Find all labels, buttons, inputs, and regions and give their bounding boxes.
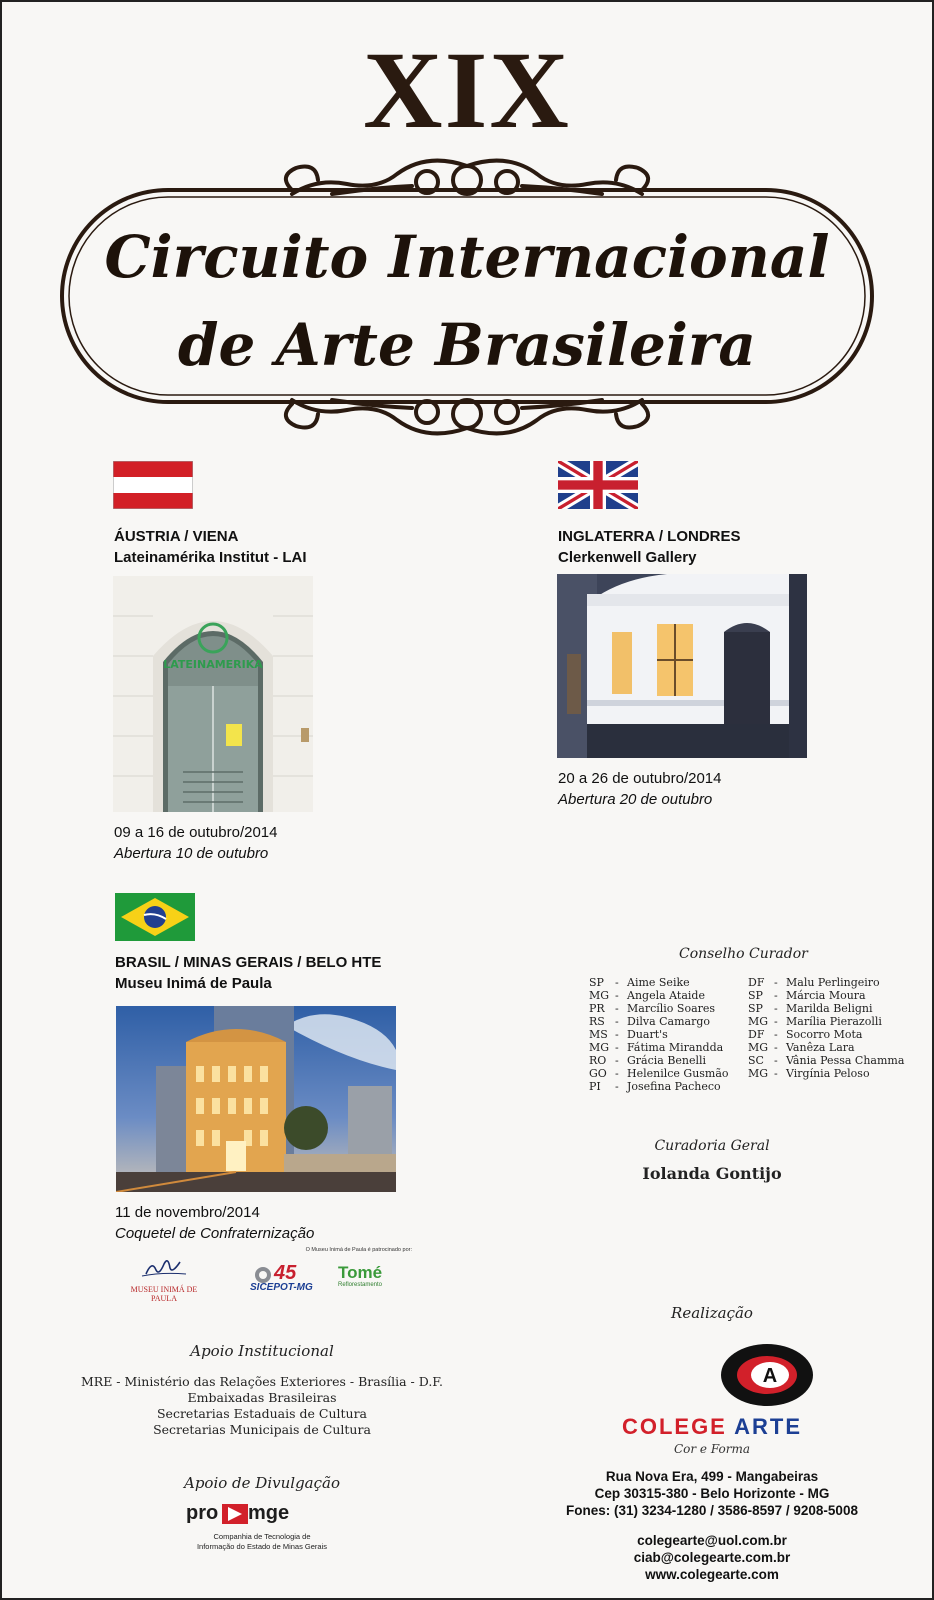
contact-address xyxy=(512,1468,912,1519)
austria-location xyxy=(114,526,307,568)
sponsor-note: O Museu Inimá de Paula é patrocinado por: xyxy=(305,1247,412,1253)
austria-opening: Abertura 10 de outubro xyxy=(114,845,269,862)
uk-opening: Abertura 20 de outubro xyxy=(558,791,713,808)
prodemge-left: pro xyxy=(186,1502,219,1524)
bottom-scroll-ornament xyxy=(286,400,648,433)
edition-title: XIX xyxy=(363,29,571,151)
council-member: DF - Malu Perlingeiro xyxy=(748,976,880,989)
council-member: RS - Dilva Camargo xyxy=(589,1015,711,1028)
council-member: PI - Josefina Pacheco xyxy=(589,1080,721,1093)
prodemge-logo xyxy=(186,1502,296,1526)
prodemge-line: Informação do Estado de Minas Gerais xyxy=(196,1542,328,1551)
council-member: SC - Vânia Pessa Chamma xyxy=(748,1054,905,1067)
sicepot-name: SICEPOT-MG xyxy=(250,1282,313,1293)
contact-web xyxy=(512,1532,912,1583)
brazil-venue: Museu Inimá de Paula xyxy=(115,975,272,992)
email-2: ciab@colegearte.com.br xyxy=(633,1550,791,1565)
tome-sub: Reflorestamento xyxy=(338,1282,383,1288)
council-member: MG - Angela Ataide xyxy=(589,989,705,1002)
prodemge-line: Companhia de Tecnologia de xyxy=(213,1532,311,1541)
colege-arte-wordmark xyxy=(562,1414,862,1440)
uk-flag-icon xyxy=(558,461,638,509)
austria-dates-block xyxy=(114,822,277,864)
brazil-venue-photo xyxy=(116,1006,396,1192)
brazil-dates-block xyxy=(115,1202,314,1244)
council-member: MS - Duart's xyxy=(589,1028,668,1041)
apoio-line: Secretarias Municipais de Cultura xyxy=(153,1422,371,1437)
austria-venue-photo xyxy=(113,576,313,812)
council-member: SP - Aime Seike xyxy=(589,976,690,989)
brazil-country: BRASIL / MINAS GERAIS / BELO HTE xyxy=(115,954,382,971)
uk-country: INGLATERRA / LONDRES xyxy=(558,528,741,545)
council-member: SP - Marilda Beligni xyxy=(748,1002,873,1015)
title-banner-frame xyxy=(2,152,932,442)
address-line-1: Rua Nova Era, 499 - Mangabeiras xyxy=(605,1469,819,1484)
council-member: MG - Marília Pierazolli xyxy=(748,1015,882,1028)
council-member: GO - Helenilce Gusmão xyxy=(589,1067,729,1080)
sicepot-number: 45 xyxy=(274,1262,297,1284)
colege-arte-emblem-icon xyxy=(720,1343,814,1407)
museu-inima-logo xyxy=(122,1258,206,1303)
council-member: MG - Fátima Mirandda xyxy=(589,1041,724,1054)
council-member: SP - Márcia Moura xyxy=(748,989,866,1002)
email-1: colegearte@uol.com.br xyxy=(637,1533,787,1548)
phone-line: Fones: (31) 3234-1280 / 3586-8597 / 9208-5008 xyxy=(566,1503,858,1518)
emblem-letter: A xyxy=(762,1365,778,1387)
brazil-flag-icon xyxy=(115,893,195,941)
apoio-heading: Apoio Institucional xyxy=(190,1342,334,1360)
website: www.colegearte.com xyxy=(645,1567,779,1582)
curadoria-name: Iolanda Gontijo xyxy=(642,1164,782,1183)
council-left-list xyxy=(589,976,729,1093)
apoio-line: MRE - Ministério das Relações Exteriores - Brasília - D.F. xyxy=(80,1374,444,1389)
brand-tagline: Cor e Forma xyxy=(673,1442,751,1456)
council-member: MG - Vanêza Lara xyxy=(748,1041,855,1054)
museu-logo-text: MUSEU INIMÁ DE PAULA xyxy=(130,1285,198,1303)
austria-country: ÁUSTRIA / VIENA xyxy=(114,528,239,545)
apoio-line: Secretarias Estaduais de Cultura xyxy=(156,1406,368,1421)
museu-signature-icon xyxy=(122,1258,206,1280)
apoio-line: Embaixadas Brasileiras xyxy=(187,1390,337,1405)
tome-name: Tomé xyxy=(338,1263,383,1282)
tome-logo xyxy=(338,1264,398,1296)
austria-photo-sign: LATEINAMERIKA xyxy=(163,658,263,671)
council-member: DF - Socorro Mota xyxy=(748,1028,863,1041)
uk-venue-photo xyxy=(557,574,807,758)
brand-arte: ARTE xyxy=(734,1414,803,1439)
prodemge-arrow-icon xyxy=(222,1504,248,1524)
council-member: RO - Grácia Benelli xyxy=(589,1054,707,1067)
uk-dates: 20 a 26 de outubro/2014 xyxy=(558,770,722,787)
council-right-list xyxy=(748,976,904,1080)
brand-colege: COLEGE xyxy=(621,1414,727,1439)
title-line-2: de Arte Brasileira xyxy=(177,311,757,379)
austria-dates: 09 a 16 de outubro/2014 xyxy=(114,824,278,841)
brazil-opening: Coquetel de Confraternização xyxy=(115,1225,315,1242)
uk-location xyxy=(558,526,741,568)
council-heading: Conselho Curador xyxy=(679,946,808,962)
council-member: MG - Virgínia Peloso xyxy=(748,1067,870,1080)
address-line-2: Cep 30315-380 - Belo Horizonte - MG xyxy=(594,1486,830,1501)
realizacao-heading: Realização xyxy=(671,1304,753,1322)
divulgacao-heading: Apoio de Divulgação xyxy=(184,1474,340,1492)
apoio-lines xyxy=(42,1374,482,1438)
austria-venue: Lateinamérika Institut - LAI xyxy=(114,549,307,566)
curadoria-heading: Curadoria Geral xyxy=(654,1138,770,1154)
uk-dates-block xyxy=(558,768,721,810)
council-member: PR - Marcílio Soares xyxy=(589,1002,716,1015)
uk-venue: Clerkenwell Gallery xyxy=(558,549,697,566)
brazil-location xyxy=(115,952,381,994)
austria-flag-icon xyxy=(113,461,193,509)
brazil-dates: 11 de novembro/2014 xyxy=(115,1204,260,1221)
title-line-1: Circuito Internacional xyxy=(104,223,830,291)
prodemge-caption xyxy=(142,1532,382,1552)
sicepot-logo xyxy=(248,1264,332,1296)
prodemge-right: mge xyxy=(248,1502,290,1524)
